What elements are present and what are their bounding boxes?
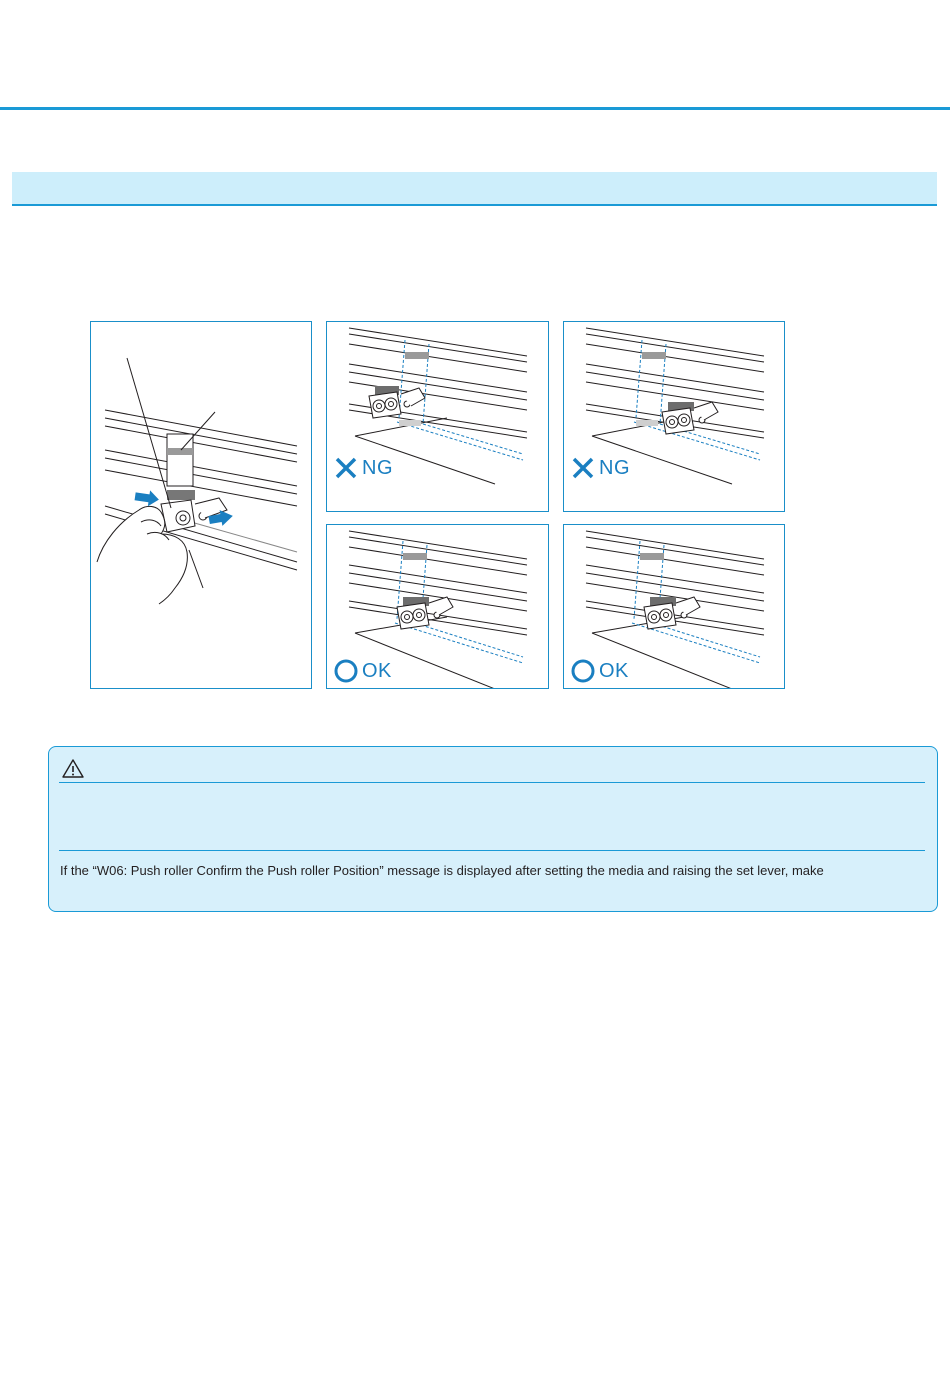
verdict-label-ok: OK xyxy=(571,659,629,683)
caution-divider xyxy=(59,782,925,783)
verdict-label-ng: NG xyxy=(571,456,630,480)
section-heading-bar xyxy=(12,172,937,206)
warning-triangle-icon xyxy=(61,758,85,779)
verdict-label-ok: OK xyxy=(334,659,392,683)
header-rule xyxy=(0,107,950,110)
figure-panel-adjust xyxy=(90,321,312,689)
verdict-label-ng: NG xyxy=(334,456,393,480)
figure-panel-ok-1 xyxy=(326,524,549,689)
caution-box xyxy=(48,746,938,912)
figure-panel-ng-2 xyxy=(563,321,785,512)
cross-icon xyxy=(571,456,595,480)
circle-icon xyxy=(334,659,358,683)
cross-icon xyxy=(334,456,358,480)
caution-note-text: If the “W06: Push roller Confirm the Push roller Position” message is displayed after setting the media and raising the set lever, make xyxy=(60,863,824,878)
figure-panel-ok-2 xyxy=(563,524,785,689)
roller-misaligned-illustration xyxy=(564,322,785,512)
roller-misaligned-illustration xyxy=(327,322,549,512)
caution-divider xyxy=(59,850,925,851)
figure-panel-ng-1 xyxy=(326,321,549,512)
circle-icon xyxy=(571,659,595,683)
push-roller-adjust-illustration xyxy=(91,322,312,689)
